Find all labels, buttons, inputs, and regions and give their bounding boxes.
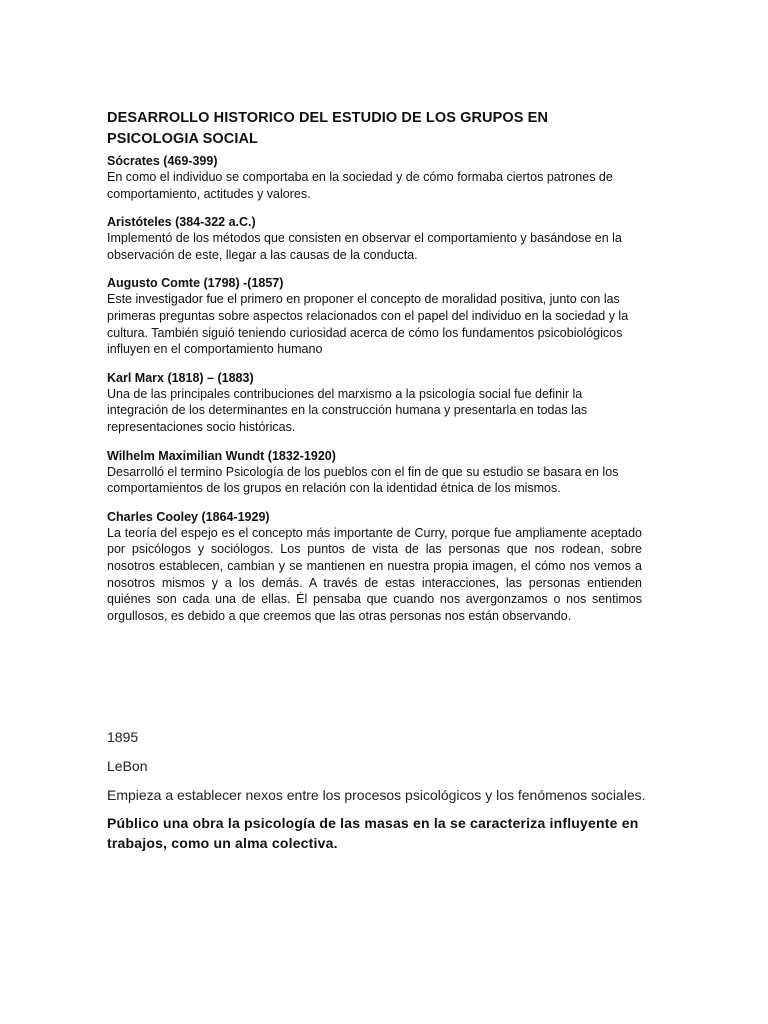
lebon-paragraph: Empieza a establecer nexos entre los procesos psicológicos y los fenómenos sociales. bbox=[107, 787, 646, 803]
entry-heading: Sócrates (469-399) bbox=[107, 154, 218, 168]
entry-body: La teoría del espejo es el concepto más importante de Curry, porque fue ampliamente aceptado por psicólogos y sociólogos. Los puntos de vista de las personas que nos rodean, sobre nosotros establecen, cambian y se mantienen en nuestra propia imagen, el cómo nos vemos a nosotros mismos y a los demás. A través de estas interacciones, las personas entienden quiénes son cada una de ellas. Él pensaba que cuando nos avergonzamos o nos sentimos orgullosos, es debido a que creemos que las otras personas nos están observando. bbox=[107, 525, 642, 623]
document-page bbox=[107, 108, 642, 636]
entry-body: Desarrolló el termino Psicología de los pueblos con el fin de que su estudio se basara en los comportamientos de los grupos en relación con la identidad étnica de los mismos. bbox=[107, 464, 619, 496]
year-label: 1895 bbox=[107, 729, 139, 745]
entry-cooley bbox=[107, 509, 642, 625]
entry-heading: Wilhelm Maximilian Wundt (1832-1920) bbox=[107, 448, 336, 463]
entry-body: Este investigador fue el primero en proponer el concepto de moralidad positiva, junto con las primeras preguntas sobre aspectos relacionados con el papel del individuo en la sociedad y la cultura. También siguió teniendo curiosidad acerca de cómo los fundamentos psicobiológicos influyen en el comportamiento humano bbox=[107, 292, 629, 357]
entry-heading: Karl Marx (1818) – (1883) bbox=[107, 370, 254, 385]
entry-body: En como el individuo se comportaba en la sociedad y de cómo formaba ciertos patrones de comportamiento, actitudes y valores. bbox=[107, 170, 613, 201]
entry-aristoteles bbox=[107, 214, 642, 263]
entry-heading: Charles Cooley (1864-1929) bbox=[107, 509, 270, 524]
entry-wundt bbox=[107, 448, 642, 497]
entry-comte bbox=[107, 275, 642, 357]
author-label: LeBon bbox=[107, 758, 148, 774]
entry-heading: Aristóteles (384-322 a.C.) bbox=[107, 215, 256, 230]
entry-body: Una de las principales contribuciones del marxismo a la psicología social fue definir la integración de los determinantes en la construcción humana y presentarla en todas las representaciones socio históricas. bbox=[107, 386, 588, 434]
entry-marx bbox=[107, 370, 642, 436]
entry-heading: Augusto Comte (1798) -(1857) bbox=[107, 276, 284, 291]
lebon-section bbox=[107, 728, 667, 853]
lebon-bold-paragraph: Público una obra la psicología de las masas en la se caracteriza influyente en trabajos, como un alma colectiva. bbox=[107, 815, 639, 851]
document-title: DESARROLLO HISTORICO DEL ESTUDIO DE LOS GRUPOS EN PSICOLOGIA SOCIAL bbox=[107, 110, 549, 147]
entry-body: Implementó de los métodos que consisten en observar el comportamiento y basándose en la observación de este, llegar a las causas de la conducta. bbox=[107, 231, 622, 262]
entry-socrates bbox=[107, 153, 642, 202]
